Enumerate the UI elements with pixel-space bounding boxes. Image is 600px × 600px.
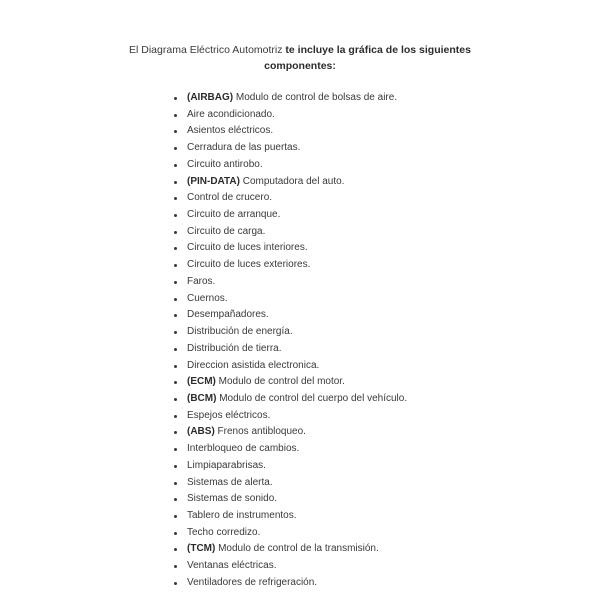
list-item: [172, 207, 407, 224]
list-item-label: Ventanas eléctricas.: [187, 560, 277, 572]
list-item: [172, 157, 407, 174]
list-item: [172, 257, 407, 274]
list-item: [172, 491, 407, 508]
bullet-icon: [174, 114, 177, 117]
bullet-icon: [174, 331, 177, 334]
list-item-label: Modulo de control del cuerpo del vehículo.: [216, 392, 408, 404]
bullet-icon: [174, 130, 177, 133]
list-item-label: Circuito de luces exteriores.: [187, 259, 311, 271]
bullet-icon: [174, 515, 177, 518]
list-item: [172, 341, 407, 358]
bullet-icon: [174, 181, 177, 184]
bullet-icon: [174, 314, 177, 317]
list-item: [172, 123, 407, 140]
list-item-label: Distribución de energía.: [187, 326, 293, 338]
bullet-icon: [174, 381, 177, 384]
list-item-label: Circuito de carga.: [187, 225, 266, 237]
list-item: [172, 240, 407, 257]
bullet-icon: [174, 415, 177, 418]
bullet-icon: [174, 97, 177, 100]
list-item-abbreviation: (ECM): [187, 376, 216, 388]
bullet-icon: [174, 582, 177, 585]
list-item: [172, 408, 407, 425]
list-item: [172, 190, 407, 207]
list-item: [172, 174, 407, 191]
list-item-abbreviation: (PIN-DATA): [187, 175, 240, 187]
bullet-icon: [174, 532, 177, 535]
list-item-label: Sistemas de alerta.: [187, 476, 273, 488]
bullet-icon: [174, 431, 177, 434]
list-item-label: Frenos antibloqueo.: [214, 426, 306, 438]
list-item-label: Circuito de arranque.: [187, 209, 281, 221]
bullet-icon: [174, 281, 177, 284]
list-item-label: Tablero de instrumentos.: [187, 509, 297, 521]
bullet-icon: [174, 348, 177, 351]
bullet-icon: [174, 231, 177, 234]
list-item-label: Circuito antirobo.: [187, 158, 263, 170]
list-item-label: Asientos eléctricos.: [187, 125, 274, 137]
intro-plain-text: El Diagrama Eléctrico Automotriz: [129, 44, 286, 56]
list-item: [172, 307, 407, 324]
list-item: [172, 90, 407, 107]
bullet-icon: [174, 147, 177, 150]
list-item: [172, 291, 407, 308]
list-item-label: Control de crucero.: [187, 192, 273, 204]
list-item-label: Modulo de control del motor.: [215, 376, 345, 388]
list-item-label: Limpiaparabrisas.: [187, 459, 266, 471]
list-item-abbreviation: (BCM): [187, 392, 217, 404]
list-item: [172, 575, 407, 592]
list-item: [172, 224, 407, 241]
bullet-icon: [174, 548, 177, 551]
bullet-icon: [174, 498, 177, 501]
list-item-label: Interbloqueo de cambios.: [187, 443, 300, 455]
list-item: [172, 458, 407, 475]
bullet-icon: [174, 398, 177, 401]
list-item-label: Direccion asistida electronica.: [187, 359, 320, 371]
bullet-icon: [174, 214, 177, 217]
bullet-icon: [174, 197, 177, 200]
list-item-label: Distribución de tierra.: [187, 342, 282, 354]
list-item: [172, 107, 407, 124]
list-item-label: Cuernos.: [187, 292, 228, 304]
intro-bold-text-line2: componentes:: [264, 60, 336, 72]
intro-bold-text-line1: te incluye la gráfica de los siguientes: [285, 44, 471, 56]
component-list: [172, 90, 407, 592]
bullet-icon: [174, 247, 177, 250]
bullet-icon: [174, 448, 177, 451]
list-item: [172, 140, 407, 157]
list-item: [172, 541, 407, 558]
list-item-label: Cerradura de las puertas.: [187, 142, 301, 154]
list-item: [172, 324, 407, 341]
list-item: [172, 358, 407, 375]
list-item: [172, 424, 407, 441]
list-item: [172, 508, 407, 525]
list-item-label: Espejos eléctricos.: [187, 409, 271, 421]
list-item-label: Ventiladores de refrigeración.: [187, 576, 318, 588]
list-item-label: Sistemas de sonido.: [187, 493, 278, 505]
intro-paragraph: [40, 42, 560, 74]
list-item-label: Computadora del auto.: [239, 175, 345, 187]
bullet-icon: [174, 465, 177, 468]
list-item: [172, 391, 407, 408]
list-item-label: Modulo de control de bolsas de aire.: [233, 92, 398, 103]
list-item: [172, 374, 407, 391]
list-item: [172, 475, 407, 492]
bullet-icon: [174, 365, 177, 368]
list-item-label: Techo corredizo.: [187, 526, 261, 538]
list-item-abbreviation: (ABS): [187, 426, 215, 438]
bullet-icon: [174, 298, 177, 301]
list-item: [172, 274, 407, 291]
list-item-abbreviation: (AIRBAG): [187, 92, 234, 103]
list-item-label: Desempañadores.: [187, 309, 269, 321]
bullet-icon: [174, 264, 177, 267]
list-item: [172, 525, 407, 542]
bullet-icon: [174, 565, 177, 568]
list-item-abbreviation: (TCM): [187, 543, 216, 555]
list-item-label: Aire acondicionado.: [187, 108, 275, 120]
list-item-label: Modulo de control de la transmisión.: [215, 543, 379, 555]
bullet-icon: [174, 482, 177, 485]
list-item-label: Circuito de luces interiores.: [187, 242, 308, 254]
bullet-icon: [174, 164, 177, 167]
list-item: [172, 558, 407, 575]
list-item-label: Faros.: [187, 275, 216, 287]
list-item: [172, 441, 407, 458]
